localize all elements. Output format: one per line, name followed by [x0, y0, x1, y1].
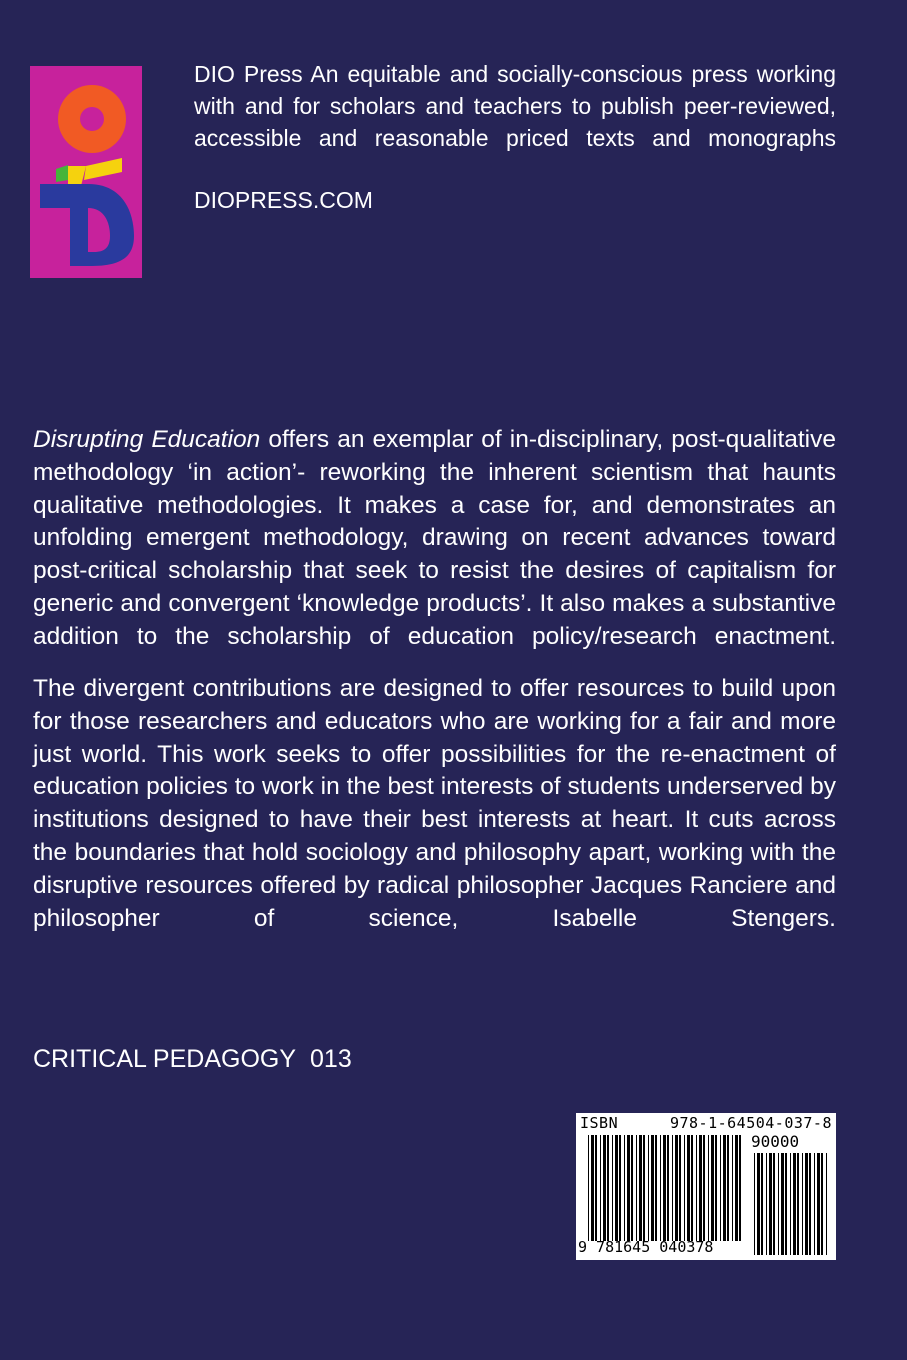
- barcode-bar: [696, 1135, 697, 1241]
- barcode-bar: [639, 1135, 642, 1241]
- barcode-bar: [757, 1153, 760, 1255]
- barcode-bar: [607, 1135, 609, 1241]
- barcode-bar: [785, 1153, 787, 1255]
- press-url: DIOPRESS.COM: [194, 187, 373, 213]
- barcode-bar: [732, 1135, 733, 1241]
- barcode-bar: [648, 1135, 649, 1241]
- series-name: CRITICAL PEDAGOGY: [33, 1045, 297, 1073]
- barcode-bar: [805, 1153, 808, 1255]
- addon-code: 90000: [751, 1132, 800, 1151]
- description-paragraph-1: [33, 424, 836, 654]
- barcode-bar: [631, 1135, 633, 1241]
- barcode-bar: [778, 1153, 779, 1255]
- barcode-bar: [754, 1153, 755, 1255]
- book-title: Disrupting Education: [33, 426, 261, 453]
- barcode-bar: [687, 1135, 690, 1241]
- barcode-bar: [735, 1135, 738, 1241]
- barcode-bar: [699, 1135, 702, 1241]
- series-number: 013: [310, 1045, 352, 1073]
- barcode-bar: [679, 1135, 681, 1241]
- description-paragraph-2: The divergent contributions are designed to offer resources to build upon for those researchers and educators who are working for a fair and more just world. This work seeks to offer possibilities for the re-enactment of education policies to work in the best interests of students underserved by institutions designed to have their best interests at heart. It cuts across the boundaries that hold sociology and philosophy apart, working with the disruptive resources offered by radical philosopher Jacques Ranciere and philosopher of science, Isabelle Stengers.: [33, 675, 836, 932]
- barcode-bar: [720, 1135, 721, 1241]
- barcode-bar: [802, 1153, 803, 1255]
- isbn-label: ISBN 978-1-64504-037-8: [580, 1114, 832, 1132]
- barcode-bar: [703, 1135, 705, 1241]
- barcode-bar: [814, 1153, 815, 1255]
- barcode-bar: [591, 1135, 594, 1241]
- barcode-bar: [603, 1135, 606, 1241]
- barcode-bar: [675, 1135, 678, 1241]
- isbn-barcode: [576, 1113, 836, 1260]
- barcode-bar: [781, 1153, 784, 1255]
- barcode-bar: [773, 1153, 775, 1255]
- barcode-bar: [636, 1135, 637, 1241]
- barcode-bar: [643, 1135, 645, 1241]
- barcode-bar: [612, 1135, 613, 1241]
- barcode-bar: [667, 1135, 669, 1241]
- dio-logo-graphic: [30, 66, 142, 278]
- barcode-bar: [655, 1135, 657, 1241]
- description-paragraph-1-text: offers an exemplar of in-disciplinary, post-qualitative methodology ‘in action’- reworking the inherent scientism that haunts qualitative methodologies. It makes a case for, and demonstrates an unfolding emergent methodology, drawing on recent advances toward post-critical scholarship that seek to resist the desires of capitalism for generic and convergent ‘knowledge products’. It also makes a substantive addition to the scholarship of education policy/research enactment.: [33, 426, 837, 650]
- press-blurb: DIO Press An equitable and socially-conscious press working with and for scholars and teachers to publish peer-reviewed, accessible and reasonable priced texts and monographs: [194, 61, 836, 151]
- barcode-bar: [826, 1153, 827, 1255]
- barcode-bar: [715, 1135, 717, 1241]
- barcode-bar: [793, 1153, 796, 1255]
- barcode-bar: [821, 1153, 823, 1255]
- ean-digits: 9 781645 040378: [578, 1238, 714, 1256]
- barcode-bar: [739, 1135, 741, 1241]
- barcode-bar: [809, 1153, 811, 1255]
- barcode-bar: [727, 1135, 729, 1241]
- barcode-bar: [651, 1135, 654, 1241]
- barcode-bar: [619, 1135, 621, 1241]
- dio-press-logo: [30, 66, 142, 278]
- barcode-bar: [790, 1153, 791, 1255]
- barcode-bar: [627, 1135, 630, 1241]
- barcode-bar: [711, 1135, 714, 1241]
- barcode-bar: [672, 1135, 673, 1241]
- barcode-bar: [684, 1135, 685, 1241]
- barcode-bar: [766, 1153, 767, 1255]
- barcode-bar: [624, 1135, 625, 1241]
- barcode-bar: [615, 1135, 618, 1241]
- barcode-bar: [769, 1153, 772, 1255]
- barcode-bar: [761, 1153, 763, 1255]
- barcode-bar: [708, 1135, 709, 1241]
- barcode-bar: [663, 1135, 666, 1241]
- barcode-bar: [723, 1135, 726, 1241]
- barcode-bar: [600, 1135, 601, 1241]
- barcode-bar: [691, 1135, 693, 1241]
- barcode-bar: [797, 1153, 799, 1255]
- series-label: [33, 1042, 352, 1076]
- barcode-bar: [588, 1135, 589, 1241]
- barcode-bar: [817, 1153, 820, 1255]
- barcode-bar: [660, 1135, 661, 1241]
- barcode-bar: [595, 1135, 597, 1241]
